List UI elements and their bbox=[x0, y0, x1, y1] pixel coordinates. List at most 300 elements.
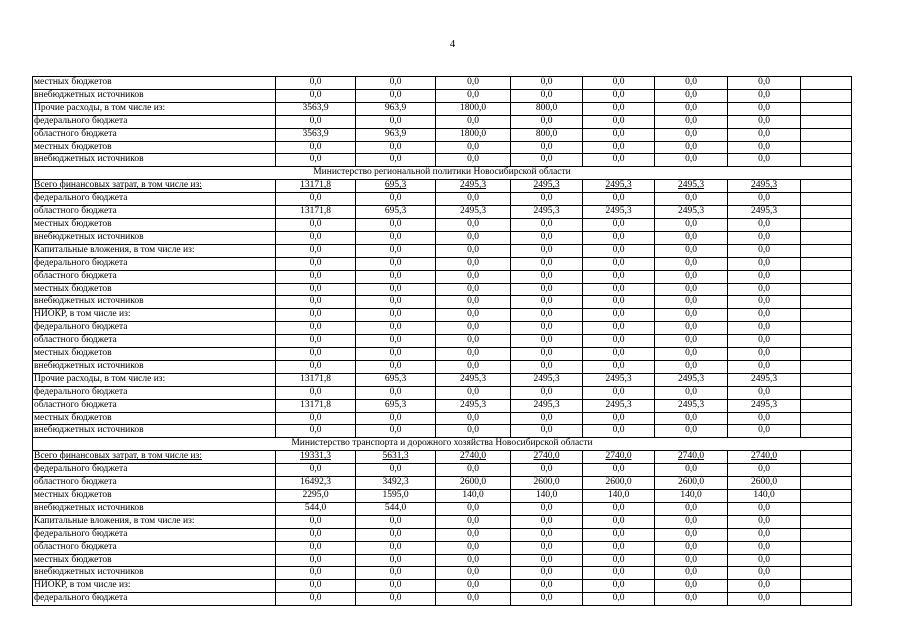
empty-cell bbox=[801, 77, 852, 90]
table-row bbox=[33, 373, 852, 386]
value-cell: 0,0 bbox=[356, 515, 436, 528]
row-label: внебюджетных источников bbox=[33, 567, 276, 580]
value-cell: 140,0 bbox=[583, 490, 655, 503]
value-cell: 0,0 bbox=[655, 322, 728, 335]
table-row bbox=[33, 128, 852, 141]
row-label: НИОКР, в том числе из: bbox=[33, 580, 276, 593]
value-cell: 0,0 bbox=[356, 567, 436, 580]
value-cell: 5631,3 bbox=[356, 451, 436, 464]
empty-cell bbox=[801, 206, 852, 219]
value-cell: 13171,8 bbox=[276, 180, 356, 193]
value-cell: 0,0 bbox=[276, 244, 356, 257]
value-cell: 963,9 bbox=[356, 102, 436, 115]
row-label: Всего финансовых затрат, в том числе из: bbox=[33, 180, 276, 193]
empty-cell bbox=[801, 296, 852, 309]
value-cell: 0,0 bbox=[276, 386, 356, 399]
row-label: федерального бюджета bbox=[33, 115, 276, 128]
value-cell: 140,0 bbox=[728, 490, 801, 503]
table-row bbox=[33, 502, 852, 515]
value-cell: 0,0 bbox=[276, 257, 356, 270]
table-row bbox=[33, 218, 852, 231]
empty-cell bbox=[801, 141, 852, 154]
empty-cell bbox=[801, 386, 852, 399]
value-cell: 0,0 bbox=[655, 270, 728, 283]
value-cell: 0,0 bbox=[511, 141, 583, 154]
value-cell: 0,0 bbox=[583, 115, 655, 128]
value-cell: 0,0 bbox=[655, 348, 728, 361]
value-cell: 0,0 bbox=[655, 128, 728, 141]
row-label: местных бюджетов bbox=[33, 412, 276, 425]
empty-cell bbox=[801, 490, 852, 503]
value-cell: 2495,3 bbox=[583, 206, 655, 219]
value-cell: 0,0 bbox=[511, 593, 583, 606]
value-cell: 0,0 bbox=[436, 296, 511, 309]
empty-cell bbox=[801, 451, 852, 464]
value-cell: 0,0 bbox=[583, 283, 655, 296]
table-row bbox=[33, 412, 852, 425]
value-cell: 0,0 bbox=[583, 154, 655, 167]
table-row bbox=[33, 283, 852, 296]
value-cell: 0,0 bbox=[655, 141, 728, 154]
value-cell: 0,0 bbox=[583, 193, 655, 206]
value-cell: 19331,3 bbox=[276, 451, 356, 464]
value-cell: 0,0 bbox=[276, 296, 356, 309]
empty-cell bbox=[801, 502, 852, 515]
row-label: областного бюджета bbox=[33, 206, 276, 219]
empty-cell bbox=[801, 115, 852, 128]
empty-cell bbox=[801, 528, 852, 541]
value-cell: 0,0 bbox=[728, 128, 801, 141]
value-cell: 0,0 bbox=[356, 593, 436, 606]
value-cell: 0,0 bbox=[655, 528, 728, 541]
value-cell: 0,0 bbox=[583, 593, 655, 606]
table-row bbox=[33, 231, 852, 244]
value-cell: 0,0 bbox=[356, 335, 436, 348]
value-cell: 0,0 bbox=[276, 270, 356, 283]
value-cell: 0,0 bbox=[728, 296, 801, 309]
table-row bbox=[33, 593, 852, 606]
financing-table-body bbox=[33, 77, 852, 606]
empty-cell bbox=[801, 193, 852, 206]
value-cell: 0,0 bbox=[356, 244, 436, 257]
value-cell: 2600,0 bbox=[436, 477, 511, 490]
empty-cell bbox=[801, 515, 852, 528]
value-cell: 0,0 bbox=[655, 193, 728, 206]
value-cell: 0,0 bbox=[356, 141, 436, 154]
table-row bbox=[33, 257, 852, 270]
value-cell: 0,0 bbox=[583, 218, 655, 231]
value-cell: 0,0 bbox=[436, 335, 511, 348]
row-label: областного бюджета bbox=[33, 270, 276, 283]
value-cell: 0,0 bbox=[511, 218, 583, 231]
row-label: местных бюджетов bbox=[33, 77, 276, 90]
value-cell: 0,0 bbox=[276, 231, 356, 244]
value-cell: 0,0 bbox=[655, 580, 728, 593]
value-cell: 0,0 bbox=[511, 257, 583, 270]
value-cell: 0,0 bbox=[511, 360, 583, 373]
section-title: Министерство региональной политики Новосибирской области bbox=[33, 167, 852, 180]
value-cell: 0,0 bbox=[356, 580, 436, 593]
empty-cell bbox=[801, 464, 852, 477]
value-cell: 0,0 bbox=[583, 386, 655, 399]
empty-cell bbox=[801, 477, 852, 490]
value-cell: 0,0 bbox=[356, 296, 436, 309]
table-row bbox=[33, 567, 852, 580]
value-cell: 0,0 bbox=[511, 515, 583, 528]
empty-cell bbox=[801, 283, 852, 296]
value-cell: 0,0 bbox=[728, 515, 801, 528]
row-label: внебюджетных источников bbox=[33, 360, 276, 373]
value-cell: 0,0 bbox=[436, 283, 511, 296]
value-cell: 544,0 bbox=[276, 502, 356, 515]
value-cell: 0,0 bbox=[511, 386, 583, 399]
table-row bbox=[33, 451, 852, 464]
value-cell: 0,0 bbox=[728, 528, 801, 541]
value-cell: 695,3 bbox=[356, 206, 436, 219]
value-cell: 0,0 bbox=[511, 270, 583, 283]
empty-cell bbox=[801, 348, 852, 361]
value-cell: 800,0 bbox=[511, 128, 583, 141]
value-cell: 0,0 bbox=[655, 77, 728, 90]
table-row bbox=[33, 89, 852, 102]
value-cell: 0,0 bbox=[728, 541, 801, 554]
table-row bbox=[33, 77, 852, 90]
value-cell: 0,0 bbox=[655, 502, 728, 515]
value-cell: 0,0 bbox=[655, 257, 728, 270]
row-label: федерального бюджета bbox=[33, 464, 276, 477]
value-cell: 140,0 bbox=[511, 490, 583, 503]
value-cell: 140,0 bbox=[436, 490, 511, 503]
value-cell: 0,0 bbox=[583, 296, 655, 309]
row-label: Всего финансовых затрат, в том числе из: bbox=[33, 451, 276, 464]
value-cell: 0,0 bbox=[583, 77, 655, 90]
value-cell: 0,0 bbox=[728, 141, 801, 154]
value-cell: 0,0 bbox=[356, 154, 436, 167]
value-cell: 0,0 bbox=[276, 283, 356, 296]
section-title: Министерство транспорта и дорожного хозяйства Новосибирской области bbox=[33, 438, 852, 451]
value-cell: 0,0 bbox=[436, 541, 511, 554]
value-cell: 2495,3 bbox=[655, 180, 728, 193]
value-cell: 0,0 bbox=[583, 360, 655, 373]
row-label: федерального бюджета bbox=[33, 257, 276, 270]
value-cell: 0,0 bbox=[276, 360, 356, 373]
value-cell: 0,0 bbox=[728, 348, 801, 361]
value-cell: 0,0 bbox=[583, 141, 655, 154]
value-cell: 2495,3 bbox=[655, 373, 728, 386]
value-cell: 0,0 bbox=[276, 309, 356, 322]
value-cell: 2495,3 bbox=[583, 180, 655, 193]
value-cell: 1800,0 bbox=[436, 102, 511, 115]
value-cell: 0,0 bbox=[436, 322, 511, 335]
value-cell: 2495,3 bbox=[436, 180, 511, 193]
row-label: местных бюджетов bbox=[33, 490, 276, 503]
value-cell: 0,0 bbox=[511, 580, 583, 593]
value-cell: 0,0 bbox=[728, 270, 801, 283]
value-cell: 0,0 bbox=[728, 593, 801, 606]
value-cell: 2495,3 bbox=[511, 373, 583, 386]
row-label: внебюджетных источников bbox=[33, 296, 276, 309]
row-label: Капитальные вложения, в том числе из: bbox=[33, 515, 276, 528]
empty-cell bbox=[801, 102, 852, 115]
value-cell: 0,0 bbox=[436, 257, 511, 270]
value-cell: 0,0 bbox=[436, 412, 511, 425]
value-cell: 0,0 bbox=[356, 322, 436, 335]
value-cell: 0,0 bbox=[276, 412, 356, 425]
value-cell: 0,0 bbox=[436, 515, 511, 528]
value-cell: 0,0 bbox=[356, 77, 436, 90]
value-cell: 0,0 bbox=[356, 115, 436, 128]
value-cell: 0,0 bbox=[728, 360, 801, 373]
value-cell: 0,0 bbox=[728, 193, 801, 206]
value-cell: 0,0 bbox=[356, 89, 436, 102]
table-row bbox=[33, 102, 852, 115]
value-cell: 0,0 bbox=[728, 115, 801, 128]
value-cell: 0,0 bbox=[511, 528, 583, 541]
value-cell: 0,0 bbox=[655, 309, 728, 322]
value-cell: 0,0 bbox=[436, 567, 511, 580]
value-cell: 0,0 bbox=[511, 412, 583, 425]
value-cell: 0,0 bbox=[655, 554, 728, 567]
value-cell: 0,0 bbox=[511, 244, 583, 257]
value-cell: 0,0 bbox=[356, 218, 436, 231]
value-cell: 0,0 bbox=[356, 360, 436, 373]
value-cell: 0,0 bbox=[276, 593, 356, 606]
value-cell: 0,0 bbox=[436, 464, 511, 477]
value-cell: 0,0 bbox=[511, 567, 583, 580]
value-cell: 0,0 bbox=[436, 554, 511, 567]
value-cell: 544,0 bbox=[356, 502, 436, 515]
value-cell: 0,0 bbox=[583, 464, 655, 477]
value-cell: 2495,3 bbox=[436, 206, 511, 219]
empty-cell bbox=[801, 180, 852, 193]
value-cell: 0,0 bbox=[728, 425, 801, 438]
value-cell: 3563,9 bbox=[276, 102, 356, 115]
value-cell: 0,0 bbox=[436, 244, 511, 257]
value-cell: 2495,3 bbox=[511, 206, 583, 219]
value-cell: 2495,3 bbox=[583, 399, 655, 412]
row-label: областного бюджета bbox=[33, 335, 276, 348]
table-row bbox=[33, 515, 852, 528]
value-cell: 0,0 bbox=[583, 128, 655, 141]
value-cell: 695,3 bbox=[356, 373, 436, 386]
row-label: Прочие расходы, в том числе из: bbox=[33, 102, 276, 115]
value-cell: 0,0 bbox=[436, 502, 511, 515]
value-cell: 0,0 bbox=[583, 322, 655, 335]
value-cell: 0,0 bbox=[583, 244, 655, 257]
table-row bbox=[33, 528, 852, 541]
value-cell: 0,0 bbox=[276, 193, 356, 206]
value-cell: 0,0 bbox=[511, 348, 583, 361]
value-cell: 0,0 bbox=[655, 218, 728, 231]
row-label: Капитальные вложения, в том числе из: bbox=[33, 244, 276, 257]
value-cell: 2740,0 bbox=[436, 451, 511, 464]
value-cell: 0,0 bbox=[276, 464, 356, 477]
section-header-row bbox=[33, 438, 852, 451]
value-cell: 0,0 bbox=[511, 154, 583, 167]
value-cell: 0,0 bbox=[511, 541, 583, 554]
table-row bbox=[33, 335, 852, 348]
empty-cell bbox=[801, 231, 852, 244]
value-cell: 0,0 bbox=[511, 193, 583, 206]
value-cell: 3492,3 bbox=[356, 477, 436, 490]
value-cell: 140,0 bbox=[655, 490, 728, 503]
value-cell: 0,0 bbox=[276, 77, 356, 90]
row-label: местных бюджетов bbox=[33, 554, 276, 567]
value-cell: 0,0 bbox=[655, 412, 728, 425]
value-cell: 0,0 bbox=[511, 89, 583, 102]
empty-cell bbox=[801, 360, 852, 373]
table-row bbox=[33, 348, 852, 361]
value-cell: 0,0 bbox=[436, 218, 511, 231]
value-cell: 963,9 bbox=[356, 128, 436, 141]
value-cell: 0,0 bbox=[356, 257, 436, 270]
value-cell: 0,0 bbox=[356, 541, 436, 554]
value-cell: 800,0 bbox=[511, 102, 583, 115]
value-cell: 0,0 bbox=[436, 270, 511, 283]
empty-cell bbox=[801, 541, 852, 554]
value-cell: 0,0 bbox=[511, 554, 583, 567]
value-cell: 0,0 bbox=[356, 309, 436, 322]
table-row bbox=[33, 206, 852, 219]
empty-cell bbox=[801, 412, 852, 425]
row-label: местных бюджетов bbox=[33, 141, 276, 154]
value-cell: 0,0 bbox=[583, 412, 655, 425]
value-cell: 0,0 bbox=[356, 464, 436, 477]
row-label: федерального бюджета bbox=[33, 193, 276, 206]
table-row bbox=[33, 580, 852, 593]
value-cell: 0,0 bbox=[655, 244, 728, 257]
value-cell: 0,0 bbox=[583, 554, 655, 567]
value-cell: 0,0 bbox=[655, 515, 728, 528]
value-cell: 0,0 bbox=[728, 567, 801, 580]
table-row bbox=[33, 360, 852, 373]
value-cell: 2740,0 bbox=[511, 451, 583, 464]
value-cell: 0,0 bbox=[436, 89, 511, 102]
value-cell: 0,0 bbox=[276, 115, 356, 128]
row-label: внебюджетных источников bbox=[33, 154, 276, 167]
value-cell: 2740,0 bbox=[728, 451, 801, 464]
value-cell: 0,0 bbox=[436, 115, 511, 128]
row-label: федерального бюджета bbox=[33, 322, 276, 335]
empty-cell bbox=[801, 218, 852, 231]
value-cell: 0,0 bbox=[276, 218, 356, 231]
table-row bbox=[33, 270, 852, 283]
value-cell: 0,0 bbox=[276, 141, 356, 154]
value-cell: 0,0 bbox=[655, 296, 728, 309]
value-cell: 2495,3 bbox=[583, 373, 655, 386]
value-cell: 0,0 bbox=[655, 115, 728, 128]
value-cell: 2600,0 bbox=[728, 477, 801, 490]
value-cell: 0,0 bbox=[728, 154, 801, 167]
value-cell: 0,0 bbox=[356, 231, 436, 244]
value-cell: 0,0 bbox=[583, 567, 655, 580]
row-label: местных бюджетов bbox=[33, 283, 276, 296]
value-cell: 0,0 bbox=[436, 580, 511, 593]
table-row bbox=[33, 309, 852, 322]
value-cell: 2495,3 bbox=[728, 399, 801, 412]
row-label: областного бюджета bbox=[33, 399, 276, 412]
value-cell: 1800,0 bbox=[436, 128, 511, 141]
financing-table bbox=[32, 76, 852, 606]
empty-cell bbox=[801, 89, 852, 102]
value-cell: 0,0 bbox=[583, 231, 655, 244]
value-cell: 2295,0 bbox=[276, 490, 356, 503]
value-cell: 0,0 bbox=[583, 348, 655, 361]
table-row bbox=[33, 322, 852, 335]
row-label: внебюджетных источников bbox=[33, 502, 276, 515]
value-cell: 0,0 bbox=[728, 89, 801, 102]
value-cell: 0,0 bbox=[583, 309, 655, 322]
value-cell: 0,0 bbox=[276, 554, 356, 567]
value-cell: 0,0 bbox=[511, 231, 583, 244]
value-cell: 0,0 bbox=[356, 425, 436, 438]
table-row bbox=[33, 141, 852, 154]
value-cell: 0,0 bbox=[655, 335, 728, 348]
row-label: областного бюджета bbox=[33, 477, 276, 490]
value-cell: 0,0 bbox=[728, 231, 801, 244]
value-cell: 0,0 bbox=[655, 541, 728, 554]
value-cell: 0,0 bbox=[511, 464, 583, 477]
value-cell: 0,0 bbox=[583, 89, 655, 102]
value-cell: 0,0 bbox=[511, 296, 583, 309]
empty-cell bbox=[801, 257, 852, 270]
value-cell: 0,0 bbox=[436, 154, 511, 167]
value-cell: 0,0 bbox=[511, 283, 583, 296]
value-cell: 0,0 bbox=[276, 154, 356, 167]
table-row bbox=[33, 399, 852, 412]
empty-cell bbox=[801, 580, 852, 593]
value-cell: 2600,0 bbox=[655, 477, 728, 490]
value-cell: 0,0 bbox=[728, 502, 801, 515]
empty-cell bbox=[801, 154, 852, 167]
value-cell: 0,0 bbox=[276, 541, 356, 554]
value-cell: 0,0 bbox=[583, 528, 655, 541]
value-cell: 13171,8 bbox=[276, 399, 356, 412]
value-cell: 2740,0 bbox=[583, 451, 655, 464]
empty-cell bbox=[801, 244, 852, 257]
value-cell: 0,0 bbox=[728, 309, 801, 322]
empty-cell bbox=[801, 270, 852, 283]
value-cell: 0,0 bbox=[511, 309, 583, 322]
value-cell: 0,0 bbox=[728, 244, 801, 257]
value-cell: 13171,8 bbox=[276, 206, 356, 219]
value-cell: 0,0 bbox=[436, 528, 511, 541]
value-cell: 0,0 bbox=[583, 335, 655, 348]
value-cell: 0,0 bbox=[583, 425, 655, 438]
value-cell: 2495,3 bbox=[511, 180, 583, 193]
value-cell: 0,0 bbox=[655, 360, 728, 373]
value-cell: 0,0 bbox=[655, 89, 728, 102]
table-row bbox=[33, 464, 852, 477]
value-cell: 0,0 bbox=[728, 218, 801, 231]
row-label: местных бюджетов bbox=[33, 218, 276, 231]
section-header-row bbox=[33, 167, 852, 180]
value-cell: 0,0 bbox=[728, 335, 801, 348]
table-row bbox=[33, 386, 852, 399]
value-cell: 0,0 bbox=[655, 567, 728, 580]
value-cell: 2495,3 bbox=[655, 206, 728, 219]
table-row bbox=[33, 296, 852, 309]
page-number: 4 bbox=[449, 38, 456, 50]
value-cell: 0,0 bbox=[728, 102, 801, 115]
value-cell: 2495,3 bbox=[728, 373, 801, 386]
value-cell: 2740,0 bbox=[655, 451, 728, 464]
value-cell: 0,0 bbox=[655, 231, 728, 244]
value-cell: 0,0 bbox=[728, 283, 801, 296]
value-cell: 0,0 bbox=[583, 257, 655, 270]
value-cell: 0,0 bbox=[655, 425, 728, 438]
value-cell: 0,0 bbox=[583, 502, 655, 515]
